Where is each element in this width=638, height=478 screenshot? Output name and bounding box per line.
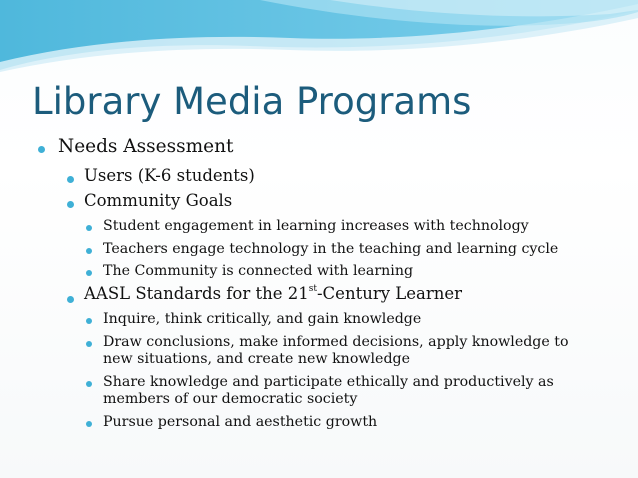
bullet-dot-icon — [86, 270, 92, 276]
aasl-prefix: AASL Standards for the 21 — [84, 284, 309, 303]
bullet-dot-icon — [67, 296, 74, 303]
standard-item-line2: new situations, and create new knowledge — [103, 351, 410, 367]
slide-title: Library Media Programs — [32, 80, 472, 123]
bullet-community-goals: Community Goals — [84, 191, 233, 210]
standard-item-line1: Draw conclusions, make informed decisions, apply knowledge to — [103, 334, 569, 350]
bullet-dot-icon — [38, 146, 45, 153]
goal-item: Teachers engage technology in the teaching and learning cycle — [103, 241, 559, 257]
goal-item: The Community is connected with learning — [103, 263, 414, 279]
header-wave-decoration — [0, 0, 638, 80]
bullet-dot-icon — [86, 248, 92, 254]
goal-item: Student engagement in learning increases with technology — [103, 218, 529, 234]
bullet-dot-icon — [67, 201, 74, 208]
bullet-dot-icon — [86, 225, 92, 231]
bullet-needs-assessment: Needs Assessment — [58, 136, 234, 157]
standard-item: Pursue personal and aesthetic growth — [103, 414, 378, 430]
bullet-dot-icon — [67, 176, 74, 183]
bullet-dot-icon — [86, 421, 92, 427]
standard-item-line2: members of our democratic society — [103, 391, 358, 407]
bullet-aasl-standards — [84, 284, 462, 303]
bullet-dot-icon — [86, 318, 92, 324]
bullet-dot-icon — [86, 341, 92, 347]
bullet-users: Users (K-6 students) — [84, 166, 255, 185]
aasl-superscript: st — [308, 284, 317, 294]
standard-item-line1: Share knowledge and participate ethically and productively as — [103, 374, 554, 390]
aasl-suffix: -Century Learner — [316, 284, 463, 303]
standard-item: Inquire, think critically, and gain knowledge — [103, 311, 422, 327]
bullet-dot-icon — [86, 381, 92, 387]
